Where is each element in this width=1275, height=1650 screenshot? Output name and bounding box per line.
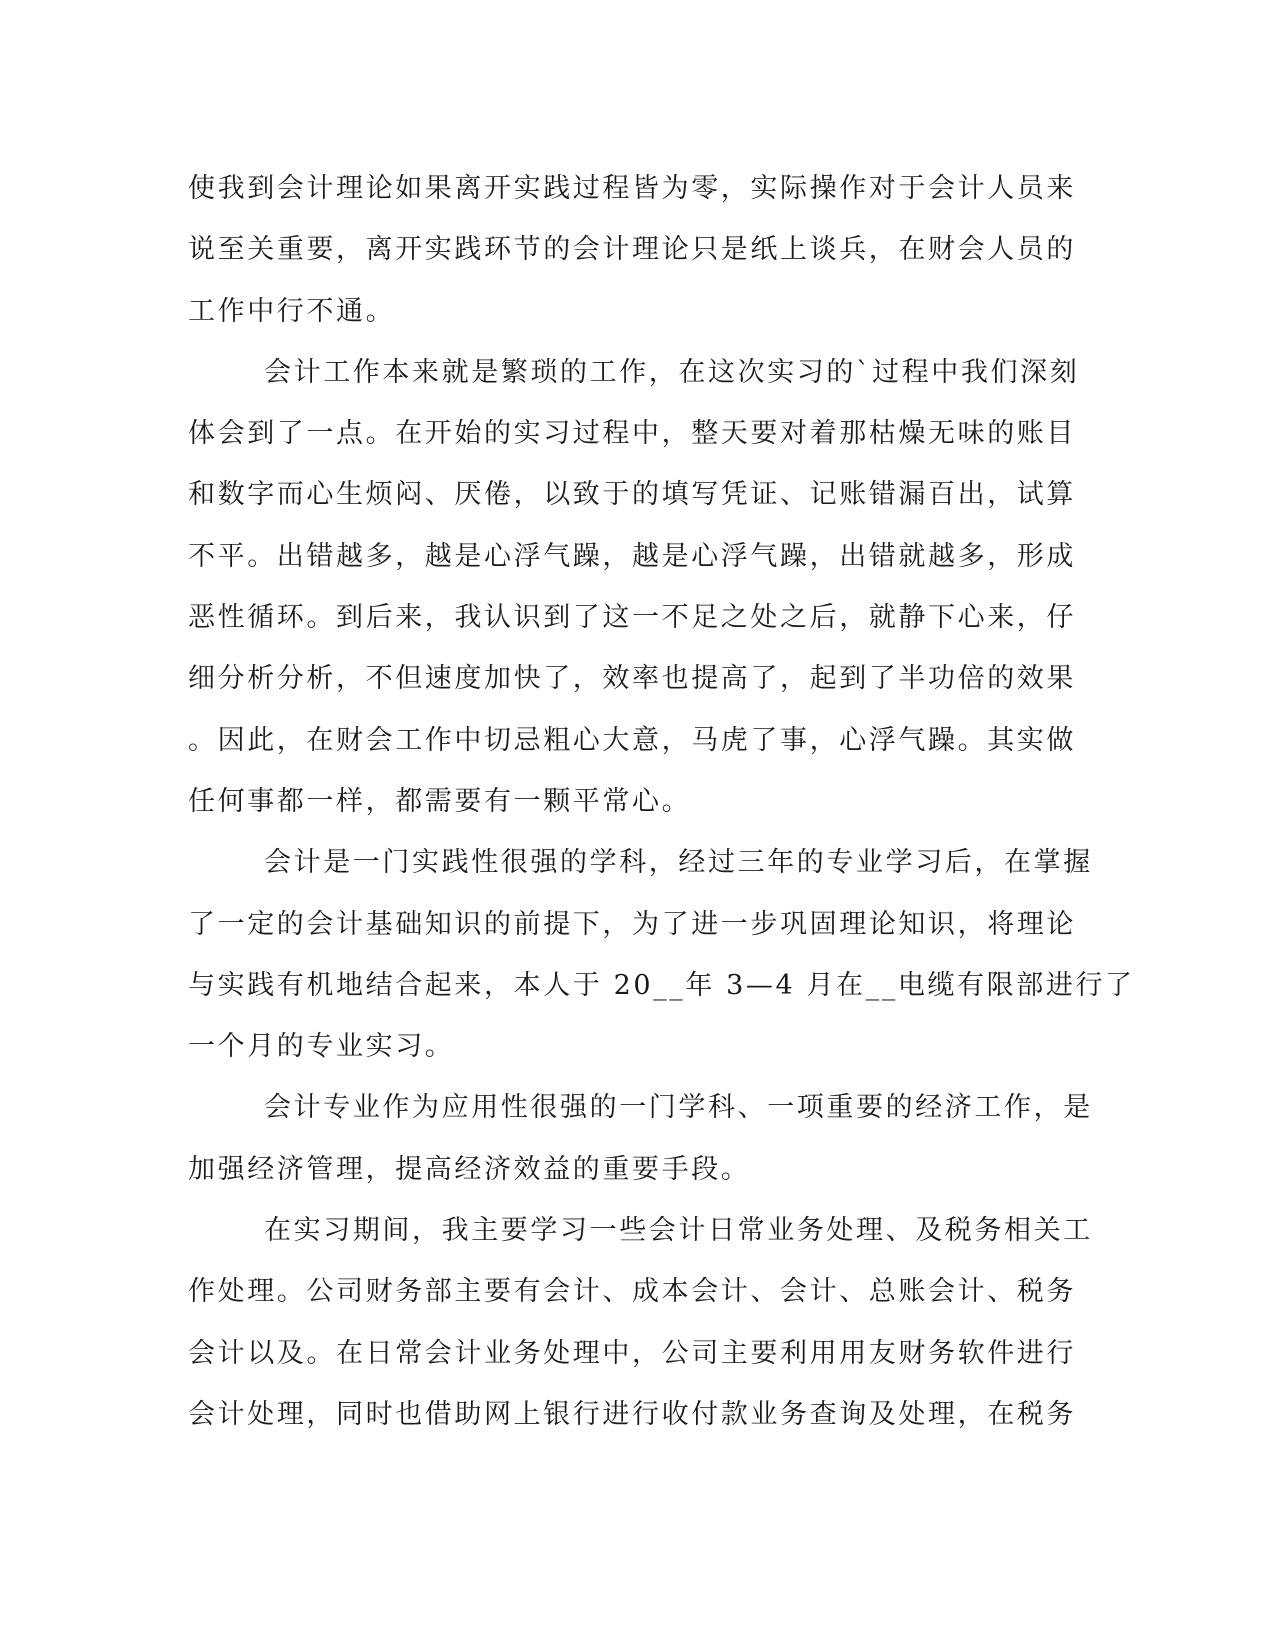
- text-line: 。因此，在财会工作中切忌粗心大意，马虎了事，心浮气躁。其实做: [188, 724, 1076, 756]
- text-line: 说至关重要，离开实践环节的会计理论只是纸上谈兵，在财会人员的: [188, 234, 1076, 266]
- text-line: 会计工作本来就是繁琐的工作，在这次实习的`过程中我们深刻: [264, 356, 1080, 388]
- text-line: 会计以及。在日常会计业务处理中，公司主要利用用友财务软件进行: [188, 1337, 1076, 1369]
- text-line: 会计处理，同时也借助网上银行进行收付款业务查询及处理，在税务: [188, 1398, 1076, 1430]
- text-line: 工作中行不通。: [188, 295, 396, 327]
- text-line: 与实践有机地结合起来，本人于 20__年 3—4 月在__电缆有限部进行了: [188, 969, 1135, 1001]
- body-text: [188, 158, 1135, 1445]
- text-line: 和数字而心生烦闷、厌倦，以致于的填写凭证、记账错漏百出，试算: [188, 479, 1076, 511]
- text-line: 不平。出错越多，越是心浮气躁，越是心浮气躁，出错就越多，形成: [188, 540, 1076, 572]
- text-line: 任何事都一样，都需要有一颗平常心。: [188, 785, 692, 817]
- text-line: 会计是一门实践性很强的学科，经过三年的专业学习后，在掌握: [264, 847, 1093, 879]
- text-line: 了一定的会计基础知识的前提下，为了进一步巩固理论知识，将理论: [188, 908, 1076, 940]
- text-line: 一个月的专业实习。: [188, 1031, 455, 1063]
- text-line: 细分析分析，不但速度加快了，效率也提高了，起到了半功倍的效果: [188, 663, 1076, 695]
- text-line: 在实习期间，我主要学习一些会计日常业务处理、及税务相关工: [264, 1215, 1093, 1247]
- text-line: 使我到会计理论如果离开实践过程皆为零，实际操作对于会计人员来: [188, 173, 1076, 204]
- text-line: 会计专业作为应用性很强的一门学科、一项重要的经济工作，是: [264, 1092, 1093, 1124]
- text-line: 作处理。公司财务部主要有会计、成本会计、会计、总账会计、税务: [188, 1276, 1076, 1308]
- text-line: 恶性循环。到后来，我认识到了这一不足之处之后，就静下心来，仔: [188, 602, 1076, 634]
- text-line: 加强经济管理，提高经济效益的重要手段。: [188, 1153, 751, 1185]
- text-line: 体会到了一点。在开始的实习过程中，整天要对着那枯燥无味的账目: [188, 418, 1076, 450]
